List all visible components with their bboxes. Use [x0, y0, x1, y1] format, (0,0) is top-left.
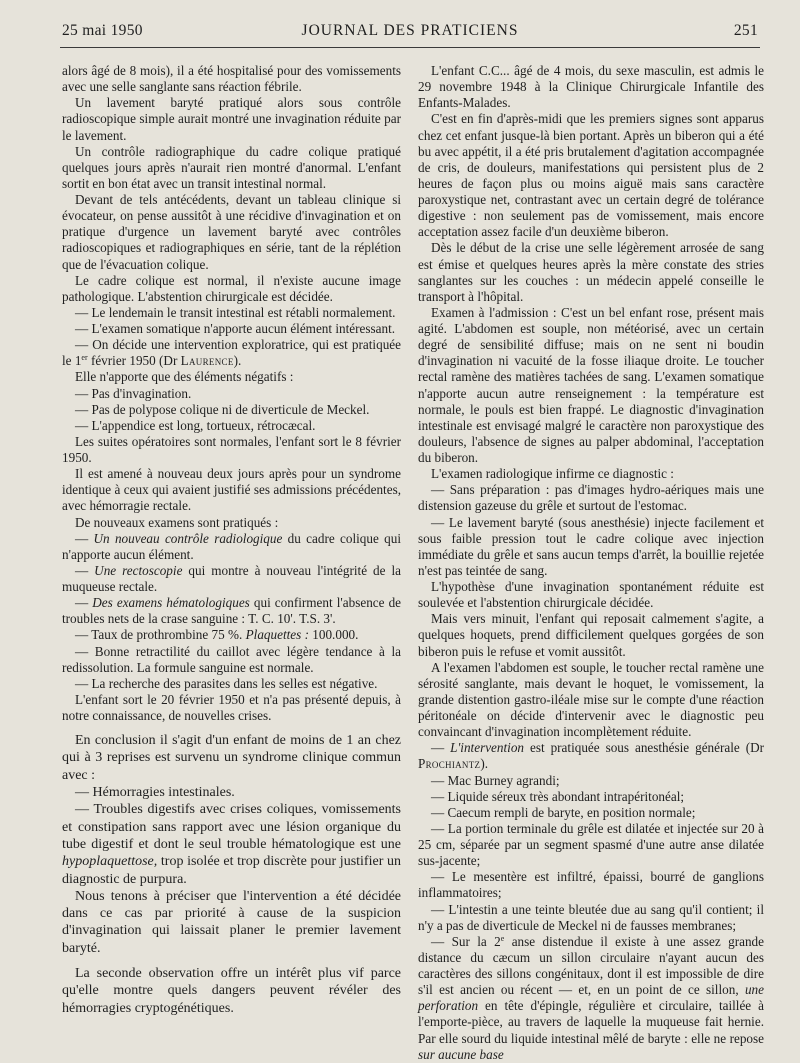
list-item: — Pas d'invagination. [75, 385, 192, 401]
paragraph: Le cadre colique est normal, il n'existe aucune image pathologique. L'abstention chirurgicale est décidée. [62, 272, 401, 304]
italic-run: Une rectoscopie [94, 562, 183, 578]
list-item [418, 740, 764, 772]
list-item: — La recherche des parasites dans les selles est négative. [75, 675, 378, 691]
superscript: er [81, 353, 88, 363]
text-run: — Sur la 2 [431, 933, 501, 949]
paragraph: En conclusion il s'agit d'un enfant de moins de 1 an chez qui à 3 reprises est survenu un syndrome clinique commun avec : [62, 733, 401, 783]
list-item: — Liquide séreux très abondant intrapéritonéal; [431, 788, 685, 804]
text-run: février 1950 (Dr [87, 353, 181, 369]
paragraph: Mais vers minuit, l'enfant qui reposait calmement s'agite, a quelques hoquets, prend difficilement quelques gorgées de son biberon puis le refuse et vomit aussitôt. [418, 611, 764, 659]
list-item: — Pas de polypose colique ni de diverticule de Meckel. [75, 401, 370, 417]
text-run: trop isolée et trop discrète pour justifier un diagnostic de purpura. [62, 854, 401, 887]
list-item: — L'intestin a une teinte bleutée due au sang qu'il contient; il n'y a pas de diverticule de Meckel ni de fausses membranes; [418, 901, 764, 933]
list-item: — Le lavement baryté (sous anesthésie) injecte facilement et sous faible pression tout le cadre colique avec injection immédiate du grêle et sans aucun temps d'arrêt, la bouillie rejetée n'est pas teintée de sang. [418, 514, 764, 578]
list-item: — Bonne retractilité du caillot avec légère tendance à la redissolution. La formule sanguine est normale. [62, 643, 401, 675]
paragraph: A l'examen l'abdomen est souple, le toucher rectal ramène une sérosité sanglante, mais devant le hoquet, le vomissement, la grande distention gastro-iléale mise sur le compte d'une réaction péritonéale on décide d'intervenir avec le diagnostic peu convaincant d'invagination incomplètement réduite. [418, 659, 764, 740]
superscript: e [500, 933, 505, 943]
paragraph: L'hypothèse d'une invagination spontanément réduite est soulevée et l'abstention chirurgicale décidée. [418, 579, 764, 611]
list-item: — L'appendice est long, tortueux, rétrocæcal. [75, 417, 316, 433]
list-item: — Caecum rempli de baryte, en position normale; [431, 804, 696, 820]
list-item: — La portion terminale du grêle est dilatée et injectée sur 20 à 25 cm, séparée par un segment spasmé d'une autre anse dilatée sus-jacente; [418, 820, 764, 869]
paragraph: Il est amené à nouveau deux jours après pour un syndrome identique à ceux qui avaient justifié ses admissions précédentes, avec hémorragie rectale. [62, 466, 401, 514]
list-item [62, 627, 401, 643]
italic-run: Plaquettes : [245, 627, 309, 643]
paragraph: Un lavement baryté pratiqué alors sous contrôle radioscopique simple aurait montré une invagination réduite par le lavement. [62, 95, 401, 143]
paragraph: Devant de tels antécédents, devant un tableau clinique si évocateur, on pense aussitôt à une récidive d'invagination et on pratique d'urgence un lavement baryté avec contrôles radioscopiques et radiographiques en série, tant de la réplétion que de l'évacuation colique. [62, 192, 401, 272]
text-run: est pratiquée sous anesthésie générale (Dr [524, 740, 764, 756]
text-run: anse distendue il existe à une assez grande distance du cæcum un sillon circulaire n'ayant aucun des caractères des sillons congénitaux, dont il est impossible de dire s'il est ancien ou récent — et, en un point de ce sillon, [418, 933, 764, 998]
italic-run: L'intervention [450, 740, 525, 756]
section-gap [62, 724, 401, 732]
list-item: — Le mesentère est infiltré, épaissi, bourré de ganglions inflammatoires; [418, 869, 764, 901]
list-item [62, 531, 401, 563]
surgeon-name: Prochiantz [418, 756, 481, 772]
paragraph: Dès le début de la crise une selle légèrement arrosée de sang est émise et quelques heures après la mère constate des stries sanglantes sur les couches : un médecin appelé conseille le transport à l'hôpital. [418, 240, 764, 304]
page-number: 251 [733, 22, 758, 39]
paragraph [62, 337, 401, 369]
list-item [62, 595, 401, 627]
paragraph: — L'examen somatique n'apporte aucun élément intéressant. [75, 321, 396, 336]
section-gap [62, 957, 401, 965]
italic-run: Un nouveau contrôle radiologique [93, 530, 283, 546]
surgeon-name: Laurence [180, 353, 234, 369]
text-run: — Taux de prothrombine 75 %. [75, 627, 246, 643]
issue-date: 25 mai 1950 [62, 22, 143, 39]
paragraph: La seconde observation offre un intérêt plus vif parce qu'elle montre quels dangers peuvent révéler des hémorragies cryptogénétiques. [62, 965, 401, 1016]
running-header [62, 22, 758, 46]
paragraph: — Le lendemain le transit intestinal est rétabli normalement. [75, 304, 396, 320]
right-column [418, 63, 764, 1063]
list-item: — Mac Burney agrandi; [431, 772, 560, 788]
list-item [62, 801, 401, 887]
italic-run: Des examens hématologiques [92, 595, 250, 611]
paragraph: L'enfant C.C... âgé de 4 mois, du sexe masculin, est admis le 29 novembre 1948 à la Clinique Chirurgicale Infantile des Enfants-Malades. [418, 63, 764, 111]
italic-run: sur aucune base [418, 1046, 504, 1062]
text-run: 100.000. [308, 627, 359, 643]
list-item [418, 934, 764, 1063]
italic-run: hypoplaquettose, [62, 854, 158, 870]
paragraph: De nouveaux examens sont pratiqués : [75, 514, 279, 530]
text-run: — [75, 530, 94, 546]
text-run: du cadre colique qui n'apporte aucun élément. [62, 530, 402, 562]
text-run: — On décide une intervention exploratrice, qui est pratiquée le 1 [62, 337, 401, 369]
header-rule [60, 47, 760, 48]
list-item [62, 563, 401, 595]
text-run: — [75, 595, 93, 611]
journal-title: JOURNAL DES PRATICIENS [301, 22, 519, 39]
text-run: — [75, 562, 95, 578]
paragraph: Nous tenons à préciser que l'intervention a été décidée dans ce cas par priorité à cause de la suspicion d'invagination qui laissait planer le premier lavement baryté. [62, 888, 401, 956]
list-item: — Sans préparation : pas d'images hydro-aériques mais une distension gazeuse du grêle et surtout de l'estomac. [418, 482, 764, 514]
text-run: qui montre à nouveau l'intégrité de la muqueuse rectale. [62, 562, 401, 594]
paragraph: Elle n'apporte que des éléments négatifs : [75, 369, 294, 385]
conclusion-block [62, 732, 401, 1017]
paragraph: C'est en fin d'après-midi que les premiers signes sont apparus chez cet enfant jusque-là bien portant. Après un biberon qui a été bu avec appétit, il a été pris brutalement d'agitation accompagnée de cris, de douleurs, manifestations qui persistent plus de 2 heures de façon plus ou moins aiguë mais sans caractère paroxystique net, contrastant avec un certain degré de tolérance digestive : non seulement pas de vomissement, mais encore acceptation assez facile d'un deuxième biberon. [418, 111, 764, 240]
paragraph: L'examen radiologique infirme ce diagnostic : [431, 466, 674, 482]
paragraph: L'enfant sort le 20 février 1950 et n'a pas présenté depuis, à notre connaissance, de nouvelles crises. [62, 691, 401, 723]
text-run: en tête d'épingle, régulière et circulaire, taillée à l'emporte-pièce, au travers de laquelle la muqueuse fait hernie. Par elle sourd du liquide intestinal mêlé de baryte : elle ne repose [418, 998, 764, 1046]
italic-run: une perforation [418, 982, 764, 1014]
text-run: — Troubles digestifs avec crises coliques, vomissements et constipation sans rapport avec une lésion organique du tube digestif et dont le seul trouble hématologique est une [62, 802, 401, 852]
paragraph: Un contrôle radiographique du cadre colique pratiqué quelques jours après n'aurait rien montré d'anormal. L'enfant sortit en bon état avec un transit intestinal normal. [62, 143, 401, 191]
paragraph: Examen à l'admission : C'est un bel enfant rose, présent mais agité. L'abdomen est souple, non météorisé, avec un certain degré de sensibilité diffuse; mais on ne sent ni boudin d'invagination ni vacuité de la fosse iliaque droite. Le toucher rectal ramène des matières tachées de sang. L'examen somatique n'apporte aucun autre renseignement : la température est normale, le pouls est bien frappé. Le diagnostic d'invagination intestinale est envisagé malgré le caractère non paroxystique des douleurs, l'absence de signes au palper abdominal, l'acceptation du biberon. [418, 304, 764, 465]
paragraph: Les suites opératoires sont normales, l'enfant sort le 8 février 1950. [62, 433, 401, 465]
text-run: ). [480, 756, 489, 772]
paragraph: alors âgé de 8 mois), il a été hospitalisé pour des vomissements avec une selle sanglante sans réaction fébrile. [62, 63, 401, 95]
text-run: qui confirment l'absence de troubles nets de la crase sanguine : T. C. 10'. T.S. 3'. [62, 595, 402, 627]
text-run: — [431, 740, 451, 756]
left-column [62, 63, 401, 1017]
text-run: ). [233, 353, 242, 369]
list-item: — Hémorragies intestinales. [75, 785, 235, 801]
